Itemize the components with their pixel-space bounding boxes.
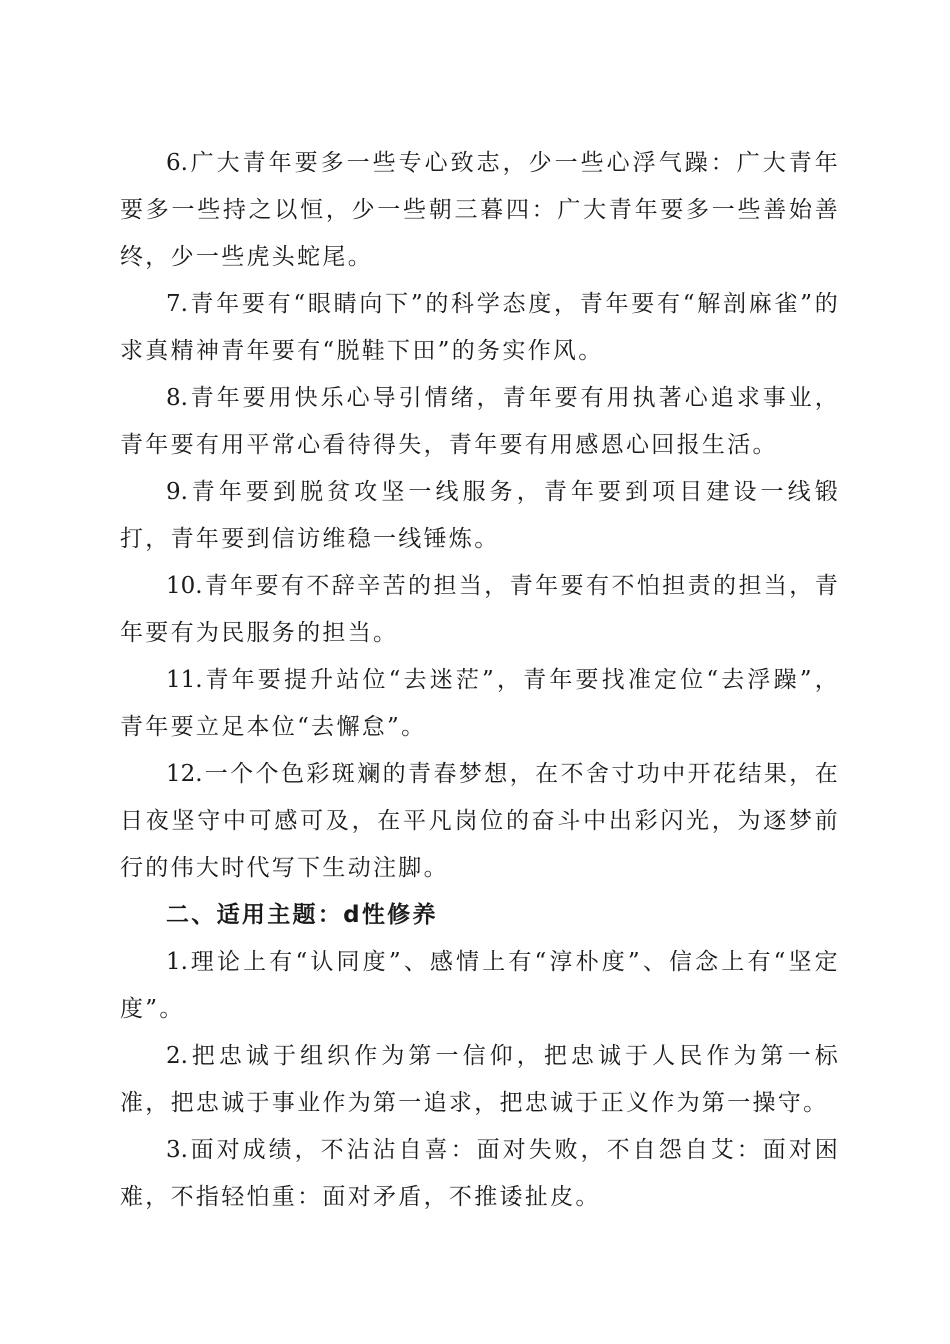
paragraph-text: 青年要用快乐心导引情绪，青年要有用执著心追求事业，青年要有用平常心看待得失，青年要有用感恩心回报生活。 [120, 385, 840, 458]
paragraph-number: 8. [166, 385, 188, 411]
paragraph-text: 广大青年要多一些专心致志，少一些心浮气躁：广大青年要多一些持之以恒，少一些朝三暮四：广大青年要多一些善始善终，少一些虎头蛇尾。 [120, 150, 840, 270]
paragraph-number: 1. [166, 949, 188, 975]
paragraph-12 [120, 751, 840, 892]
paragraph-text: 青年要到脱贫攻坚一线服务，青年要到项目建设一线锻打，青年要到信访维稳一线锤炼。 [120, 479, 840, 552]
section-heading: 二、适用主题：d性修养 [166, 902, 438, 928]
paragraph-10 [120, 563, 840, 657]
paragraph-number: 10. [166, 573, 203, 599]
paragraph-number: 9. [166, 479, 188, 505]
paragraph-b3 [120, 1127, 840, 1221]
paragraph-number: 7. [166, 291, 188, 317]
paragraph-number: 11. [166, 667, 203, 693]
paragraph-text: 青年要有不辞辛苦的担当，青年要有不怕担责的担当，青年要有为民服务的担当。 [120, 573, 840, 646]
paragraph-text: 理论上有“认同度”、感情上有“淳朴度”、信念上有“坚定度”。 [120, 949, 840, 1022]
paragraph-b1 [120, 939, 840, 1033]
paragraph-8 [120, 375, 840, 469]
paragraph-number: 12. [166, 761, 203, 787]
paragraph-text: 青年要有“眼睛向下”的科学态度，青年要有“解剖麻雀”的求真精神青年要有“脱鞋下田”的务实作风。 [120, 291, 840, 364]
paragraph-number: 6. [166, 150, 188, 176]
paragraph-6 [120, 140, 840, 281]
paragraph-text: 把忠诚于组织作为第一信仰，把忠诚于人民作为第一标准，把忠诚于事业作为第一追求，把忠诚于正义作为第一操守。 [120, 1043, 840, 1116]
paragraph-number: 2. [166, 1043, 188, 1069]
paragraph-9 [120, 469, 840, 563]
paragraph-11 [120, 657, 840, 751]
paragraph-text: 面对成绩，不沾沾自喜：面对失败，不自怨自艾：面对困难，不指轻怕重：面对矛盾，不推诿扯皮。 [120, 1137, 840, 1210]
paragraph-b2 [120, 1033, 840, 1127]
paragraph-7 [120, 281, 840, 375]
paragraph-text: 青年要提升站位“去迷茫”，青年要找准定位“去浮躁”，青年要立足本位“去懈怠”。 [120, 667, 840, 740]
paragraph-number: 3. [166, 1137, 188, 1163]
document-body [120, 140, 840, 1221]
paragraph-text: 一个个色彩斑斓的青春梦想，在不舍寸功中开花结果，在日夜坚守中可感可及，在平凡岗位的奋斗中出彩闪光，为逐梦前行的伟大时代写下生动注脚。 [120, 761, 840, 881]
